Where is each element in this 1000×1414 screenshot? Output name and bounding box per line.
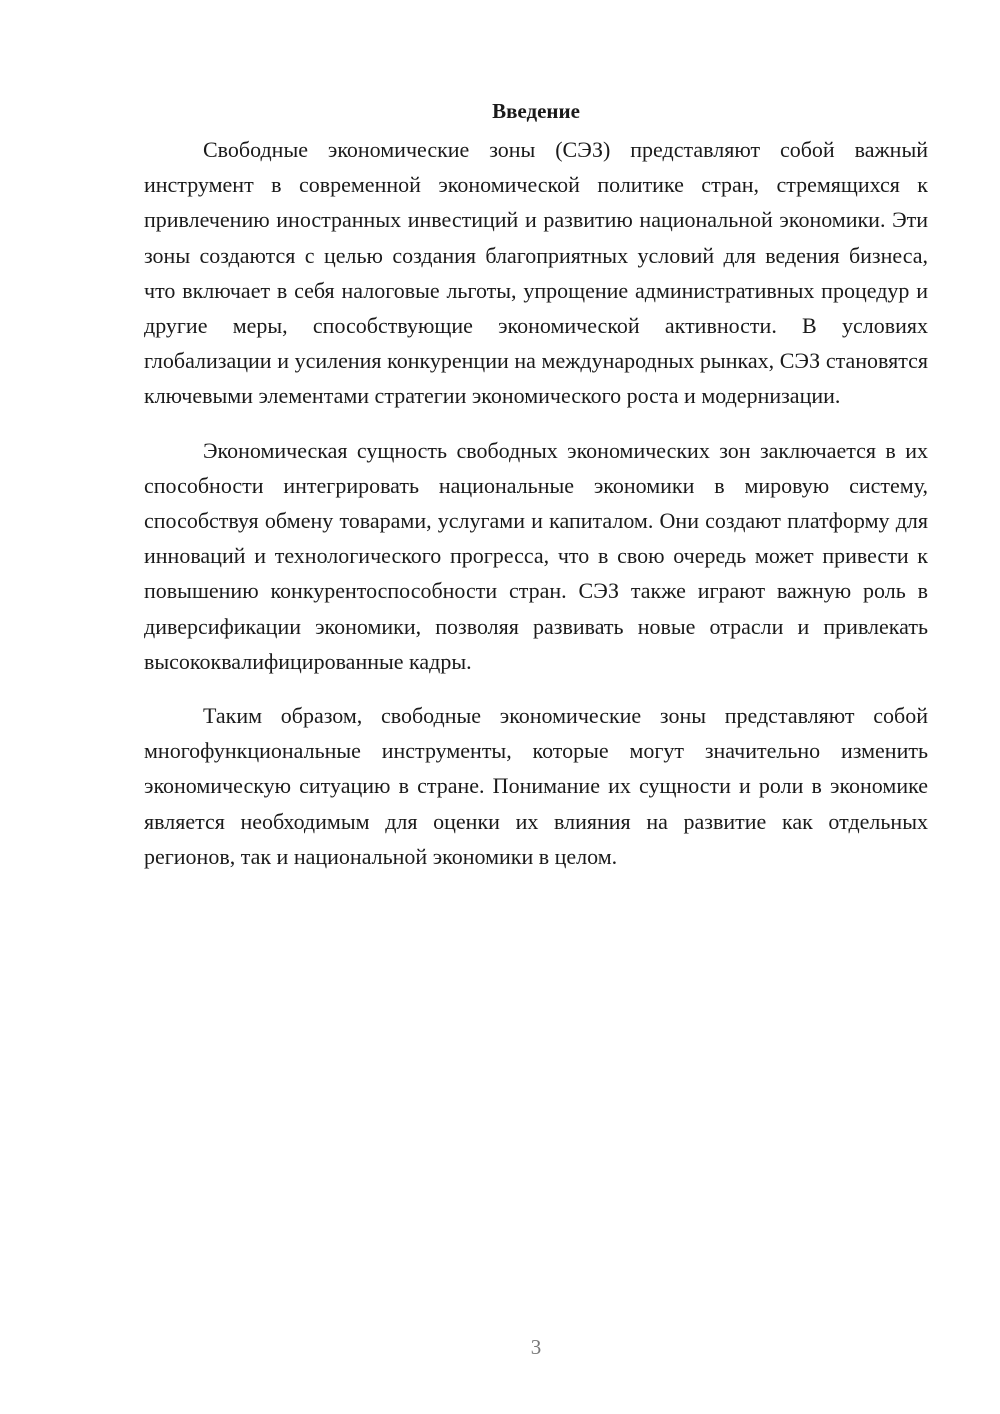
page-number: 3 xyxy=(530,1335,542,1359)
paragraph-1: Свободные экономические зоны (СЭЗ) представляют собой важный инструмент в современной экономической политике стран, стремящихся к привлечению иностранных инвестиций и развитию национальной экономики. Эти зоны создаются с целью создания благоприятных условий для ведения бизнеса, что включает в себя налоговые льготы, упрощение административных процедур и другие меры, способствующие экономической активности. В условиях глобализации и усиления конкуренции на международных рынках, СЭЗ становятся ключевыми элементами стратегии экономического роста и модернизации. xyxy=(144,137,928,409)
paragraph-3: Таким образом, свободные экономические зоны представляют собой многофункциональные инструменты, которые могут значительно изменить экономическую ситуацию в стране. Понимание их сущности и роли в экономике является необходимым для оценки их влияния на развитие как отдельных регионов, так и национальной экономики в целом. xyxy=(144,703,928,869)
page-content xyxy=(144,96,928,893)
paragraph-2: Экономическая сущность свободных экономических зон заключается в их способности интегрировать национальные экономики в мировую систему, способствуя обмену товарами, услугами и капиталом. Они создают платформу для инноваций и технологического прогресса, что в свою очередь может привести к повышению конкурентоспособности стран. СЭЗ также играют важную роль в диверсификации экономики, позволяя развивать новые отрасли и привлекать высококвалифицированные кадры. xyxy=(144,437,928,674)
section-heading: Введение xyxy=(492,99,580,123)
